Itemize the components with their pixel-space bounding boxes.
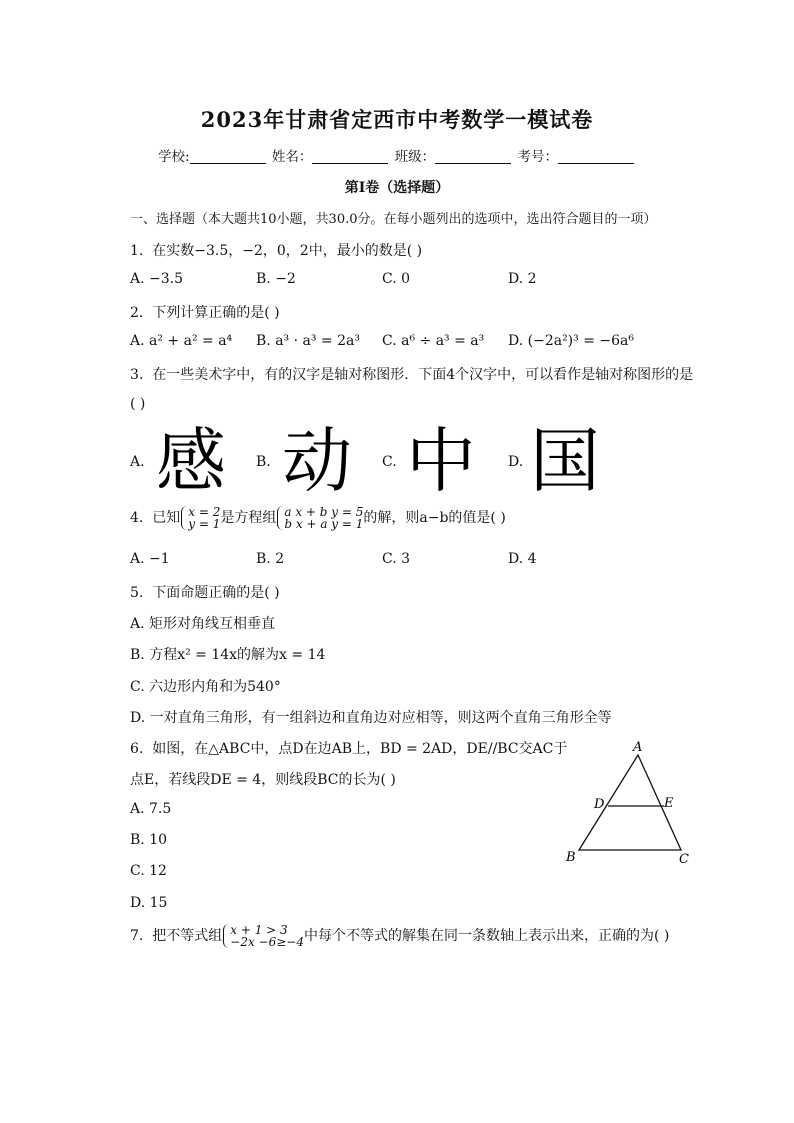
q1-option-b[interactable]: B. −2 [256,271,296,287]
system-line: b x + a y = 1 [284,517,364,531]
q3-character-b: 动 [282,420,352,502]
question-2 [130,302,280,322]
school-label: 学校: [158,149,190,165]
q2-option-c[interactable]: C. a⁶ ÷ a³ = a³ [382,333,485,349]
system-line: x + 1 > 3 [230,923,288,937]
student-info-row [0,145,794,165]
name-blank[interactable] [312,149,388,164]
q1-option-a[interactable]: A. −3.5 [130,271,184,287]
question-number: 4. [130,510,144,526]
vertex-label-b: B [566,850,576,865]
q3-option-a[interactable]: A. [130,454,145,470]
question-text-post: 中每个不等式的解集在同一条数轴上表示出来，正确的为( ) [303,928,670,944]
exam-number-label: 考号： [517,149,558,165]
q3-character-d: 国 [530,420,600,502]
q3-option-d[interactable]: D. [508,454,524,470]
question-number: 3. [130,367,144,383]
q6-option-d[interactable]: D. 15 [130,895,168,911]
q5-option-b[interactable]: B. 方程x² = 14x的解为x = 14 [130,647,326,663]
q4-option-d[interactable]: D. 4 [508,551,537,567]
point-label-d: D [594,797,605,812]
question-text: 下面命题正确的是( ) [152,585,280,601]
q4-option-a[interactable]: A. −1 [130,551,170,567]
system-line: y = 1 [188,517,221,531]
q4-option-c[interactable]: C. 3 [382,551,411,567]
question-4 [130,506,506,530]
q6-option-b[interactable]: B. 10 [130,832,168,848]
q6-option-a[interactable]: A. 7.5 [130,801,172,817]
vertex-label-a: A [633,740,643,755]
q5-option-c[interactable]: C. 六边形内角和为540° [130,679,281,695]
question-text: 在实数−3.5，−2，0，2中，最小的数是( ) [152,243,423,259]
question-text-pre: 把不等式组 [152,928,223,944]
question-7 [130,924,669,948]
page-title: 2023年甘肃省定西市中考数学一模试卷 [200,107,594,132]
question-text: 在一些美术字中，有的汉字是轴对称图形．下面4个汉字中，可以看作是轴对称图形的是 [152,367,694,383]
vertex-label-c: C [679,852,689,867]
question-3-paren: ( ) [130,396,146,412]
q3-option-c[interactable]: C. [382,454,397,470]
q1-option-c[interactable]: C. 0 [382,271,411,287]
solution-system [180,506,220,530]
question-5 [130,582,280,602]
triangle-figure [560,735,700,870]
exam-number-blank[interactable] [558,149,634,164]
part-title: 第I卷（选择题） [344,180,450,196]
question-number: 1. [130,243,144,259]
system-line: x = 2 [188,505,221,519]
q5-option-d[interactable]: D. 一对直角三角形，有一组斜边和直角边对应相等，则这两个直角三角形全等 [130,710,612,726]
q4-option-b[interactable]: B. 2 [256,551,285,567]
q3-character-a: 感 [156,420,226,502]
q2-option-b[interactable]: B. a³ · a³ = 2a³ [256,333,360,349]
q3-option-b[interactable]: B. [256,454,271,470]
q5-option-a[interactable]: A. 矩形对角线互相垂直 [130,616,276,632]
question-text: 下列计算正确的是( ) [152,305,280,321]
school-blank[interactable] [190,149,266,164]
question-6-line-2: 点E，若线段DE = 4，则线段BC的长为( ) [130,772,396,788]
q1-option-d[interactable]: D. 2 [508,271,537,287]
equation-system [276,506,363,530]
class-label: 班级： [394,149,436,165]
question-number: 2. [130,305,144,321]
system-line: −2x −6≥−4 [230,935,304,949]
question-3 [130,364,693,384]
name-label: 姓名： [271,149,313,165]
question-text-pre: 已知 [152,510,181,526]
question-1 [130,240,422,260]
q6-option-c[interactable]: C. 12 [130,863,167,879]
question-number: 7. [130,928,144,944]
section-heading: 一、选择题（本大题共10小题，共30.0分。在每小题列出的选项中，选出符合题目的一项） [130,212,657,227]
system-line: a x + b y = 5 [284,505,364,519]
inequality-system [222,924,304,948]
q2-option-d[interactable]: D. (−2a²)³ = −6a⁶ [508,333,634,349]
question-number: 6. [130,741,144,757]
question-number: 5. [130,585,144,601]
q3-character-c: 中 [406,420,476,502]
point-label-e: E [664,796,674,811]
q2-option-a[interactable]: A. a² + a² = a⁴ [130,333,233,349]
question-text-mid: 是方程组 [220,510,277,526]
question-6 [130,738,567,758]
question-text-post: 的解，则a−b的值是( ) [363,510,506,526]
question-text: 如图，在△ABC中，点D在边AB上，BD = 2AD，DE//BC交AC于 [152,741,568,757]
class-blank[interactable] [435,149,511,164]
